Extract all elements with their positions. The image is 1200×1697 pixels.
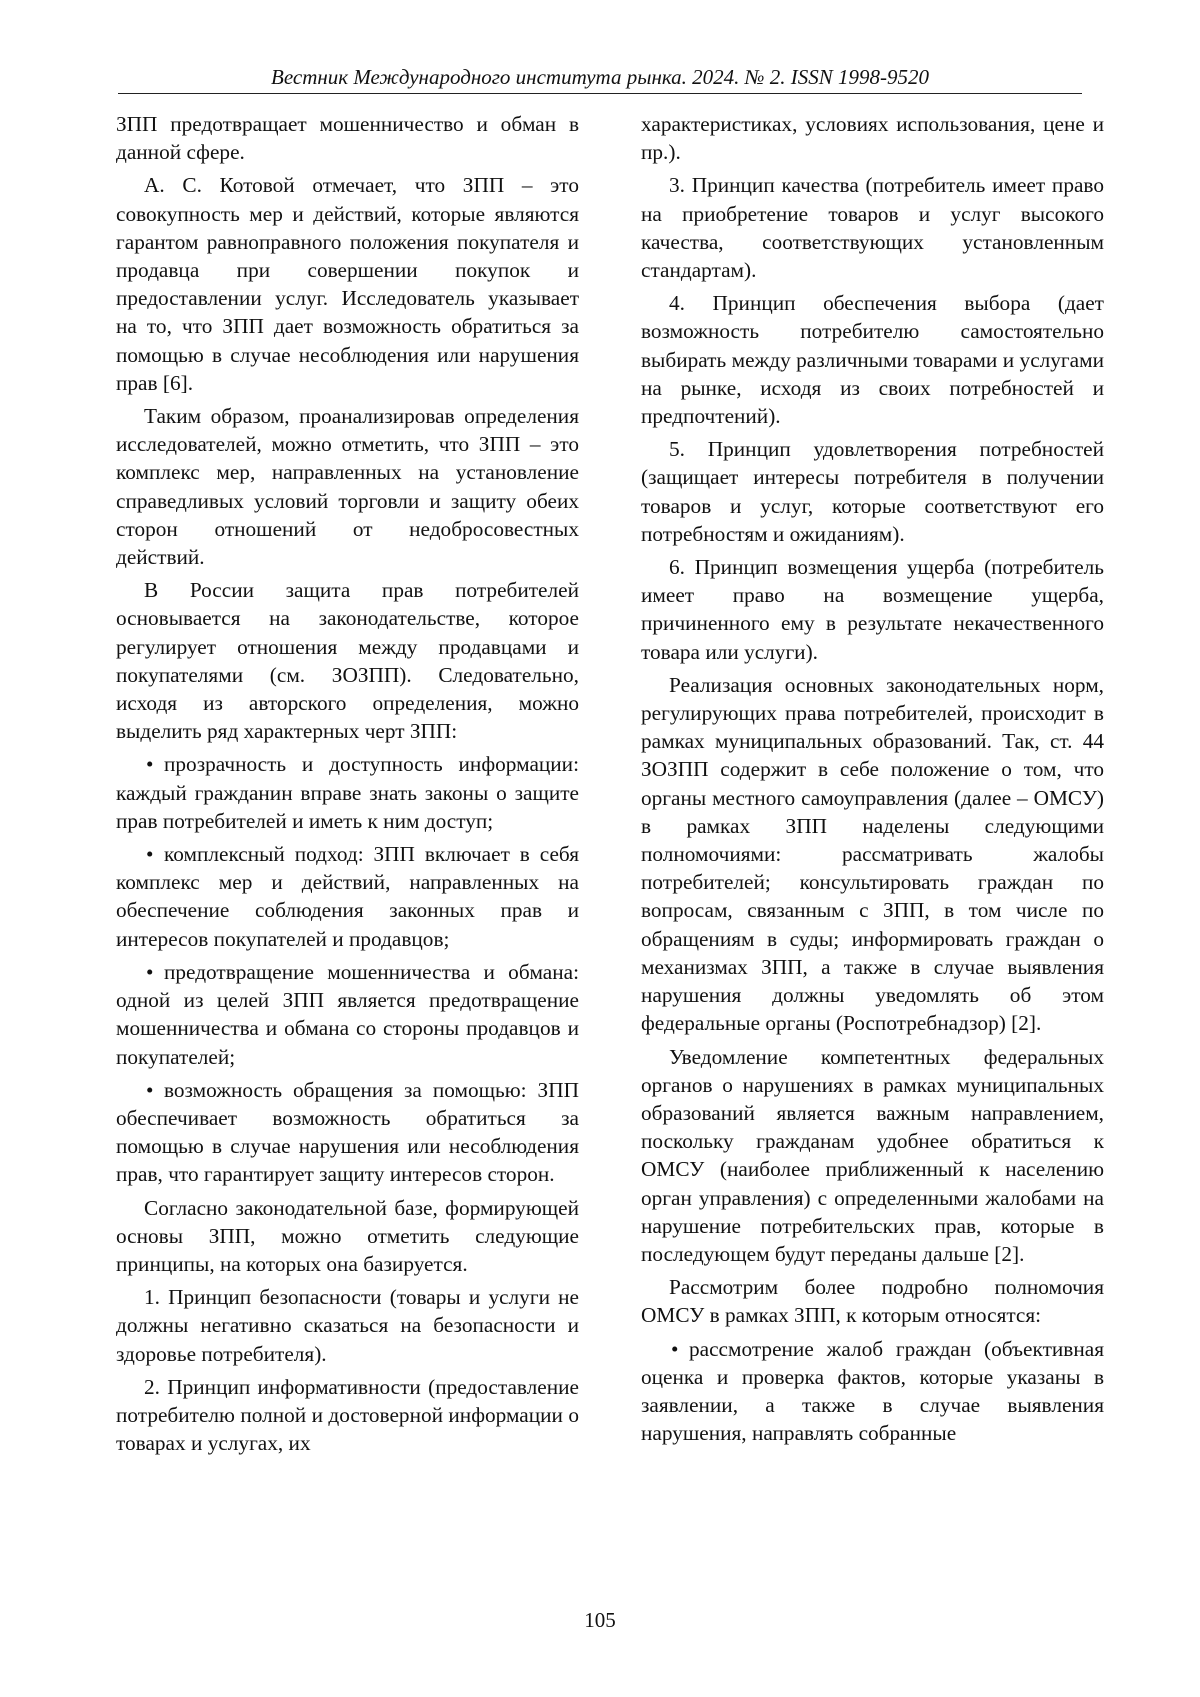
bullet-item [116, 750, 579, 835]
paragraph: 1. Принцип безопасности (товары и услуги не должны негативно сказаться на безопасности и здоровье потребителя). [116, 1285, 579, 1366]
bullet-icon: • [671, 1336, 679, 1361]
paragraph: Согласно законодательной базе, формирующей основы ЗПП, можно отметить следующие принципы, на которых она базируется. [116, 1195, 579, 1276]
bullet-icon: • [146, 959, 154, 984]
bullet-item [116, 840, 579, 953]
paragraph: А. С. Котовой отмечает, что ЗПП – это совокупность мер и действий, которые являются гарантом равноправного положения покупателя и продавца при совершении покупок и предоставлении услуг. Исследователь указывает на то, что ЗПП дает возможность обратиться за помощью в случае несоблюдения или нарушения прав [6]. [116, 173, 579, 395]
continued-paragraph: характеристиках, условиях использования, цене и пр.). [641, 112, 1104, 165]
bullet-icon: • [146, 1077, 154, 1102]
paragraph: В России защита прав потребителей основывается на законодательстве, которое регулирует отношения между продавцами и покупателями (см. ЗОЗПП). Следовательно, исходя из авторского определения, можно выделить ряд характерных черт ЗПП: [116, 578, 579, 744]
paragraph: 2. Принцип информативности (предоставление потребителю полной и достоверной информации о товарах и услугах, их [116, 1374, 579, 1456]
left-column [116, 110, 579, 1462]
bullet-icon: • [146, 752, 154, 777]
bullet-text: предотвращение мошенничества и обмана: одной из целей ЗПП является предотвращение мошенничества и обмана со стороны продавцов и покупателей; [116, 959, 579, 1069]
page-number: 105 [584, 1608, 616, 1632]
journal-header: Вестник Международного института рынка. 2024. № 2. ISSN 1998-9520 [118, 64, 1082, 94]
bullet-text: прозрачность и доступность информации: каждый гражданин вправе знать законы о защите прав потребителей и иметь к ним доступ; [116, 752, 579, 833]
continued-paragraph: ЗПП предотвращает мошенничество и обман в данной сфере. [116, 112, 579, 165]
bullet-text: возможность обращения за помощью: ЗПП обеспечивает возможность обратиться за помощью в случае нарушения или несоблюдения прав, что гарантирует защиту интересов сторон. [116, 1077, 579, 1187]
paragraph: Таким образом, проанализировав определения исследователей, можно отметить, что ЗПП – это комплекс мер, направленных на установление справедливых условий торговли и защиту обеих сторон отношений от недобросовестных действий. [116, 404, 579, 570]
bullet-text: комплексный подход: ЗПП включает в себя комплекс мер и действий, направленных на обеспечение соблюдения законных прав и интересов покупателей и продавцов; [116, 842, 579, 951]
paragraph: 6. Принцип возмещения ущерба (потребитель имеет право на возмещение ущерба, причиненного ему в результате некачественного товара или услуги). [641, 555, 1104, 664]
paragraph: 5. Принцип удовлетворения потребностей (защищает интересы потребителя в получении товаров и услуг, которые соответствуют его потребностям и ожиданиям). [641, 437, 1104, 546]
bullet-item [116, 958, 579, 1071]
bullet-icon: • [146, 842, 154, 867]
paragraph: Реализация основных законодательных норм, регулирующих права потребителей, происходит в рамках муниципальных образований. Так, ст. 44 ЗОЗПП содержит в себе положение о том, что органы местного самоуправления (далее – ОМСУ) в рамках ЗПП наделены следующими полномочиями: рассматривать жалобы потребителей; консультировать граждан по вопросам, связанным с ЗПП, в том числе по обращениям в суды; информировать граждан о механизмах ЗПП, а также в случае выявления нарушения должны уведомлять об этом федеральные органы (Роспотребнадзор) [2]. [641, 672, 1104, 1036]
paragraph: 4. Принцип обеспечения выбора (дает возможность потребителю самостоятельно выбирать между различными товарами и услугами на рынке, исходя из своих потребностей и предпочтений). [641, 291, 1104, 429]
paragraph: Рассмотрим более подробно полномочия ОМСУ в рамках ЗПП, к которым относятся: [641, 1275, 1104, 1328]
bullet-text: рассмотрение жалоб граждан (объективная оценка и проверка фактов, которые указаны в заявлении, а также в случае выявления нарушения, направлять собранные [641, 1336, 1104, 1446]
bullet-item [116, 1076, 579, 1189]
paragraph: Уведомление компетентных федеральных органов о нарушениях в рамках муниципальных образований является важным направлением, поскольку гражданам удобнее обратиться к ОМСУ (наиболее приближенный к населению орган управления) с определенными жалобами на нарушение потребительских прав, которые в последующем будут переданы дальше [2]. [641, 1044, 1104, 1266]
paragraph: 3. Принцип качества (потребитель имеет право на приобретение товаров и услуг высокого качества, соответствующих установленным стандартам). [641, 173, 1104, 283]
right-column [641, 110, 1104, 1452]
bullet-item [641, 1335, 1104, 1448]
